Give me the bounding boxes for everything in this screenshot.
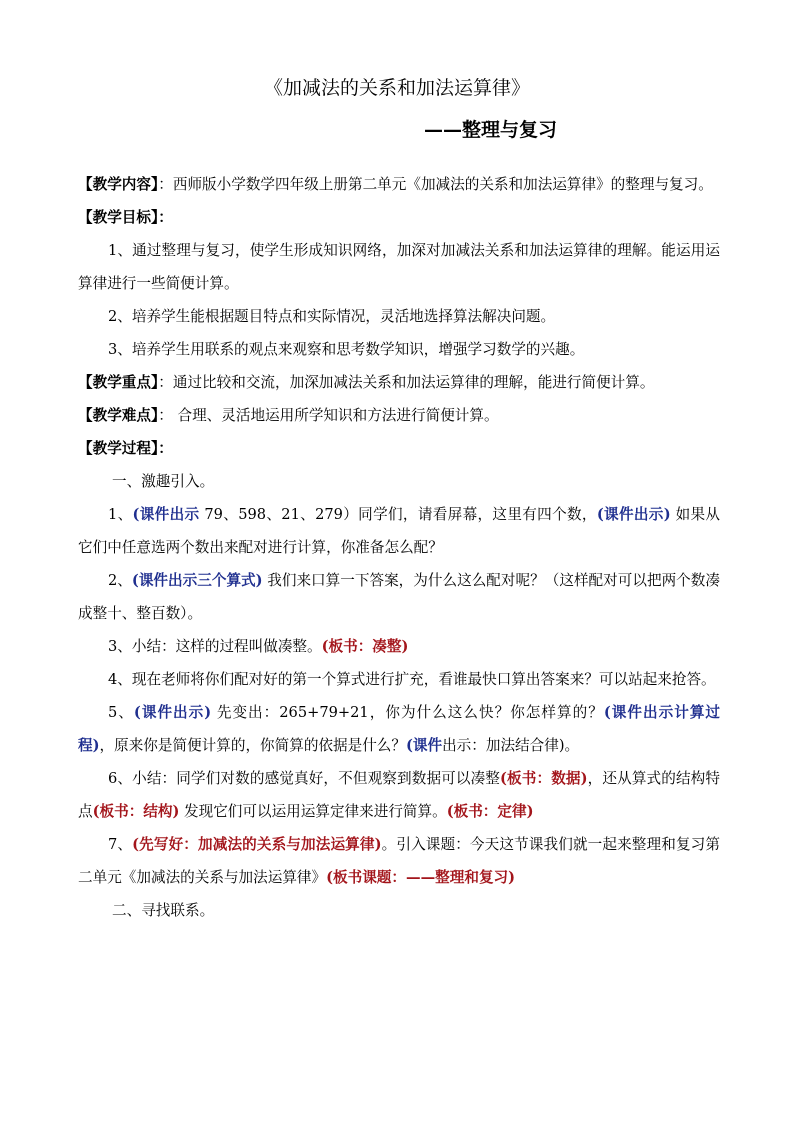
step-5-text-c: 出示：加法结合律)。 bbox=[442, 737, 580, 754]
step-1-text-a: 79、598、21、279）同学们，请看屏幕，这里有四个数， bbox=[199, 506, 597, 523]
process-step-6 bbox=[78, 762, 720, 828]
step-5-text-a: 先变出：265+79+21，你为什么这么快？你怎样算的？ bbox=[211, 704, 604, 721]
step-1-text-b: 如果从它们中任意选两个数出来配对进行计算，你准备怎么配？ bbox=[78, 506, 721, 556]
process-step-1 bbox=[78, 498, 720, 564]
step-5-annotation-c: (课件 bbox=[405, 737, 443, 754]
step-1-annotation-b: (课件出示) bbox=[596, 506, 671, 523]
step-6-annotation-a: (板书：数据) bbox=[500, 770, 588, 787]
teaching-goals-label: 【教学目标】 bbox=[78, 209, 159, 226]
key-points bbox=[78, 366, 720, 399]
goal-item-2: 2、培养学生能根据题目特点和实际情况，灵活地选择算法解决问题。 bbox=[108, 308, 556, 325]
key-points-text: ：通过比较和交流，加深加减法关系和加法运算律的理解，能进行简便计算。 bbox=[158, 374, 655, 391]
teaching-goals-colon: ： bbox=[158, 209, 173, 226]
step-3-text: 3、小结：这样的过程叫做凑整。 bbox=[108, 638, 322, 655]
step-2-number: 2、 bbox=[108, 572, 132, 589]
step-5-annotation-b: (课件出示计算过程) bbox=[78, 704, 721, 754]
process-step-4: 4、现在老师将你们配对好的第一个算式进行扩充，看谁最快口算出答案来？可以站起来抢答。 bbox=[108, 671, 716, 688]
step-6-text-c: 发现它们可以运用运算定律来进行简算。 bbox=[179, 803, 447, 820]
step-6-annotation-c: (板书：定律) bbox=[446, 803, 534, 820]
step-5-text-b: ，原来你是简便计算的，你简算的依据是什么？ bbox=[99, 737, 406, 754]
process-step-7 bbox=[78, 828, 720, 894]
teaching-content-label: 【教学内容】 bbox=[78, 176, 159, 193]
process-colon: ： bbox=[158, 440, 173, 457]
step-6-text-b: ，还从算式的结构特点 bbox=[78, 770, 720, 820]
goal-item-1: 1、通过整理与复习，使学生形成知识网络，加深对加减法关系和加法运算律的理解。能运用运算律进行一些简便计算。 bbox=[78, 242, 720, 292]
step-5-annotation-a: (课件出示) bbox=[133, 704, 212, 721]
step-2-text: 我们来口算一下答案，为什么这么配对呢？（这样配对可以把两个数凑成整十、整百数）。 bbox=[78, 572, 720, 622]
step-1-annotation-a: (课件出示 bbox=[132, 506, 200, 523]
process-step-3 bbox=[78, 630, 720, 663]
section-1-heading: 一、激趣引入。 bbox=[112, 473, 215, 490]
step-7-annotation-b: (板书课题：——整理和复习) bbox=[326, 869, 516, 886]
step-7-annotation-a: (先写好：加减法的关系与加法运算律) bbox=[132, 836, 382, 853]
step-5-number: 5、 bbox=[108, 704, 134, 721]
teaching-content bbox=[78, 168, 720, 201]
document-title: 《加减法的关系和加法运算律》 bbox=[263, 77, 530, 99]
document-subtitle: ——整理与复习 bbox=[424, 119, 558, 141]
step-2-annotation: (课件出示三个算式) bbox=[131, 572, 263, 589]
step-1-number: 1、 bbox=[108, 506, 133, 523]
difficulties-label: 【教学难点】 bbox=[78, 407, 159, 424]
process-step-5 bbox=[78, 696, 720, 762]
key-points-label: 【教学重点】 bbox=[78, 374, 159, 391]
teaching-goals-heading bbox=[78, 201, 720, 234]
section-2-heading: 二、寻找联系。 bbox=[112, 902, 215, 919]
document-body bbox=[78, 168, 720, 927]
difficulties bbox=[78, 399, 720, 432]
step-7-text: 。引入课题：今天这节课我们就一起来整理和复习第二单元《加减法的关系与加法运算律》 bbox=[78, 836, 720, 886]
step-7-number: 7、 bbox=[108, 836, 133, 853]
process-heading bbox=[78, 432, 720, 465]
step-3-annotation: (板书：凑整) bbox=[321, 638, 409, 655]
goal-item-3: 3、培养学生用联系的观点来观察和思考数学知识，增强学习数学的兴趣。 bbox=[108, 341, 585, 358]
step-6-annotation-b: (板书：结构) bbox=[92, 803, 180, 820]
process-step-2 bbox=[78, 564, 720, 630]
process-label: 【教学过程】 bbox=[78, 440, 159, 457]
teaching-content-text: ：西师版小学数学四年级上册第二单元《加减法的关系和加法运算律》的整理与复习。 bbox=[158, 176, 713, 193]
difficulties-text: ： 合理、灵活地运用所学知识和方法进行简便计算。 bbox=[158, 407, 499, 424]
step-6-text-a: 6、小结：同学们对数的感觉真好，不但观察到数据可以凑整 bbox=[108, 770, 501, 787]
